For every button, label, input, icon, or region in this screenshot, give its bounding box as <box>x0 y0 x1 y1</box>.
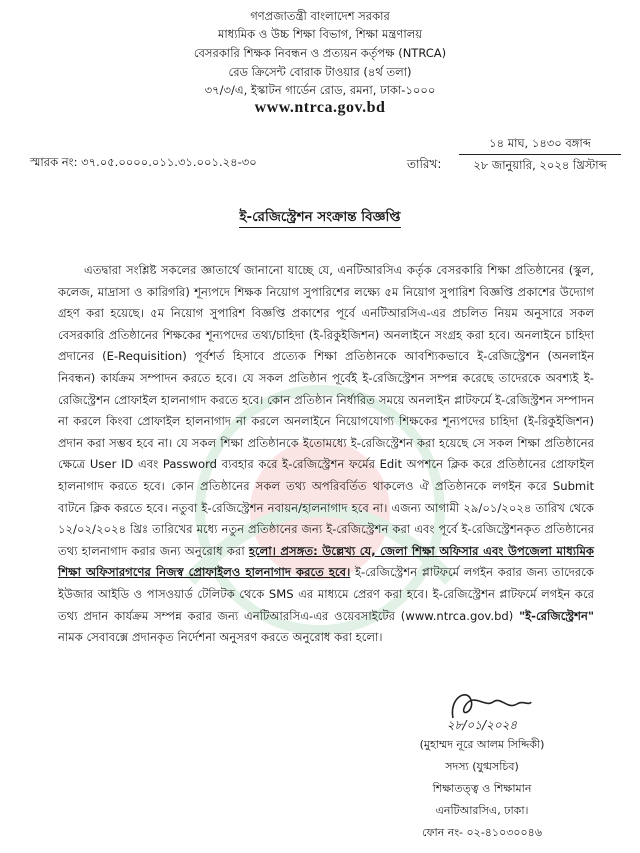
date-block <box>455 134 625 175</box>
body-paragraph-1: এতদ্বারা সংশ্লিষ্ট সকলের জ্ঞাতার্থে জানানো যাচ্ছে যে, এনটিআরসিএ কর্তৃক বেসরকারি শিক্ষা প্রতিষ্ঠানের (স্কুল, কলেজ, মাদ্রাসা ও কারিগরি) শূন্যপদে শিক্ষক নিয়োগ সুপারিশের লক্ষ্যে ৫ম নিয়োগ সুপারিশ বিজ্ঞপ্তি প্রকাশের উদ্যোগ গ্রহণ করা হয়েছে। ৫ম নিয়োগ সুপারিশ বিজ্ঞপ্তি প্রকাশের পূর্বে এনটিআরসিএ-এর প্রচলিত নিয়ম অনুসারে সকল বেসরকারি প্রতিষ্ঠানের শিক্ষকের শূন্যপদের তথ্য/চাহিদা (ই-রিকুইজিশন) অনলাইনে সংগ্রহ করা হবে। অনলাইনে চাহিদা প্রদানের (E-Requisition) পূর্বশর্ত হিসাবে প্রত্যেক শিক্ষা প্রতিষ্ঠানকে আবশ্যিকভাবে ই-রেজিস্ট্রেশন (অনলাইন নিবন্ধন) কার্যক্রম সম্পাদন করতে হবে। যে সকল প্রতিষ্ঠান পূর্বেই ই-রেজিস্ট্রেশন সম্পন্ন করেছে তাদেরকে অবশ্যই ই-রেজিস্ট্রেশন প্রোফাইল হালনাগাদ করতে হবে। কোন প্রতিষ্ঠান নির্ধারিত সময়ে অনলাইন প্লাটফর্মে ই-রেজিস্ট্রশন সম্পাদন না করলে কিংবা প্রোফাইল হালনাগাদ না করলে অনলাইনে নিয়োগযোগ্য শিক্ষকের শূন্যপদের চাহিদা (ই-রিকুইজিশন) প্রদান করা সম্ভব হবে না। যে সকল শিক্ষা প্রতিষ্ঠানকে ইতোমধ্যে ই-রেজিস্ট্রেশন করা হয়েছে সে সকল শিক্ষা প্রতিষ্ঠানের ক্ষেত্রে User ID এবং Password ব্যবহার করে ই-রেজিস্ট্রেশন ফর্মের Edit অপশনে ক্লিক করে প্রতিষ্ঠানের প্রোফাইল হালনাগাদ করতে হবে। কোন প্রতিষ্ঠানের সকল তথ্য অপরিবর্তিত থাকলেও ঐ প্রতিষ্ঠানকে লগইন করে Submit বাটনে ক্লিক করতে হবে। নতুবা ই-রেজিস্ট্রেশন নবায়ন/হালনাগাদ হবে না। এজন্য আগামী ২৯/০১/২০২৪ তারিখ থেকে ১২/০২/২০২৪ খ্রিঃ তারিখের মধ্যে নতুন প্রতিষ্ঠানের জন্য ই-রেজিস্ট্রেশন করা এবং পূর্বে ই-রেজিস্ট্রেশনকৃত প্রতিষ্ঠানের তথ্য হালনাগাদ করার জন্য অনুরোধ করা <box>58 263 594 558</box>
header-government: গণপ্রজাতন্ত্রী বাংলাদেশ সরকার <box>250 9 390 23</box>
date-english: ২৮ জানুয়ারি, ২০২৪ খ্রিস্টাব্দ <box>473 158 607 172</box>
notice-title-text: ই-রেজিস্ট্রেশন সংক্রান্ত বিজ্ঞপ্তি <box>239 209 400 228</box>
date-bangla: ১৪ মাঘ, ১৪৩০ বঙ্গাব্দ <box>489 136 591 150</box>
date-label: তারিখ: <box>407 157 442 171</box>
body-highlight-officers: হলো। প্রসঙ্গত: উল্লেখ্য যে, জেলা শিক্ষা অফিসার এবং উপজেলা মাধ্যমিক শিক্ষা অফিসারগণের নিজস্ব প্রোফাইলও হালনাগাদ করতে হবে। <box>58 543 595 580</box>
header-organization: বেসরকারি শিক্ষক নিবন্ধন ও প্রত্যয়ন কর্তৃপক্ষ (NTRCA) <box>193 46 447 60</box>
body-paragraph-3: নামক সেবাবক্সে প্রদানকৃত নির্দেশনা অনুসরণ করতে অনুরোধ করা হলো। <box>58 630 383 645</box>
signatory-office: এনটিআরসিএ, ঢাকা। <box>435 804 529 817</box>
body-paragraph-2: ই-রেজিস্ট্রেশন প্লাটফর্মে লগইন করার জন্য তাদেরকে ইউজার আইডি ও পাসওয়ার্ড টেলিটক থেকে SMS এর মাধ্যমে প্রেরণ করা হবে। ই-রেজিস্ট্রেশন প্লাটফর্মে লগইন করে তথ্য প্রদান কার্যক্রম সম্পন্ন করার জন্য এনটিআরসিএ-এর ওয়েবসাইটের (www.ntrca.gov.bd) <box>58 565 594 623</box>
memo-number: স্মারক নং: ৩৭.০৫.০০০০.০১১.৩১.০০১.২৪-৩০ <box>30 155 257 169</box>
signature-block <box>398 716 566 844</box>
notice-body <box>58 260 594 649</box>
signatory-designation: সদস্য (যুগ্মসচিব) <box>445 760 519 773</box>
signature-date: ২৮/০১/২০২৪ <box>446 718 518 732</box>
signatory-department: শিক্ষাতত্ত্ব ও শিক্ষামান <box>432 782 532 795</box>
signatory-phone: ফোন নং- ০২-৪১০৩০০৪৬ <box>422 826 542 839</box>
header-website: www.ntrca.gov.bd <box>254 99 386 116</box>
header-address: ৩৭/৩/এ, ইস্কাটন গার্ডেন রোড, রমনা, ঢাকা-১০০০ <box>204 83 436 97</box>
signatory-name: (মুহাম্মদ নূরে আলম সিদ্দিকী) <box>419 738 545 751</box>
header-building: রেড ক্রিসেন্ট বোরাক টাওয়ার (৪র্থ তলা) <box>228 65 412 79</box>
date-divider <box>459 154 621 155</box>
body-highlight-service: "ই-রেজিস্ট্রেশন" <box>519 608 594 623</box>
header-ministry: মাধ্যমিক ও উচ্চ শিক্ষা বিভাগ, শিক্ষা মন্ত্রণালয় <box>217 27 423 41</box>
notice-title <box>0 206 640 229</box>
